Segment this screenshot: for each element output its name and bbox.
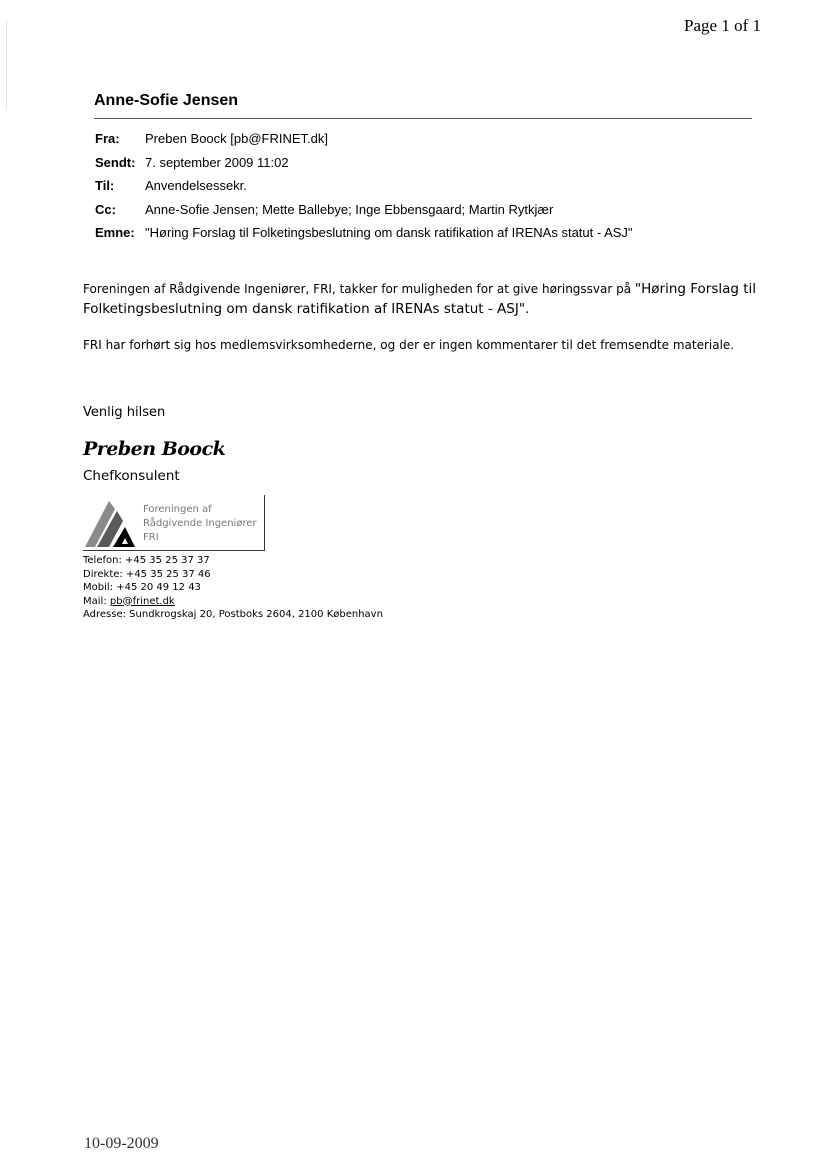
header-divider bbox=[94, 118, 752, 119]
greeting: Venlig hilsen bbox=[83, 405, 166, 420]
fri-logo bbox=[83, 495, 265, 551]
meta-row-to bbox=[95, 178, 633, 202]
meta-value: "Høring Forslag til Folketingsbeslutning om dansk ratifikation af IRENAs statut - ASJ" bbox=[145, 225, 633, 240]
footer-date: 10-09-2009 bbox=[84, 1135, 159, 1152]
meta-row-sent bbox=[95, 155, 633, 179]
meta-row-from bbox=[95, 131, 633, 155]
logo-line-2: Rådgivende Ingeniører bbox=[143, 518, 257, 529]
meta-value: Preben Boock [pb@FRINET.dk] bbox=[145, 131, 328, 146]
body-paragraph-1 bbox=[83, 279, 773, 319]
scan-edge-mark bbox=[6, 20, 7, 110]
meta-row-subject bbox=[95, 225, 633, 249]
fri-logo-mark-icon bbox=[83, 495, 143, 551]
logo-line-3: FRI bbox=[143, 532, 159, 543]
logo-border bbox=[264, 495, 265, 551]
contact-telefon: Telefon: +45 35 25 37 37 bbox=[83, 555, 210, 566]
meta-key: Fra: bbox=[95, 131, 120, 146]
fri-logo-text bbox=[143, 503, 257, 545]
logo-border bbox=[83, 550, 265, 551]
meta-key: Cc: bbox=[95, 201, 116, 217]
email-meta bbox=[95, 131, 633, 249]
job-title: Chefkonsulent bbox=[83, 468, 180, 484]
contact-mail-row bbox=[83, 595, 383, 609]
body-paragraph-1-text: Foreningen af Rådgivende Ingeniører, FRI, takker for muligheden for at give høringssvar på bbox=[83, 282, 635, 296]
meta-value: Anne-Sofie Jensen; Mette Ballebye; Inge Ebbensgaard; Martin Rytkjær bbox=[145, 201, 554, 217]
meta-row-cc bbox=[95, 202, 633, 226]
contact-direkte: Direkte: +45 35 25 37 46 bbox=[83, 568, 211, 580]
meta-key: Emne: bbox=[95, 225, 135, 240]
meta-value: 7. september 2009 11:02 bbox=[145, 154, 289, 170]
contact-mobil: Mobil: +45 20 49 12 43 bbox=[83, 582, 201, 593]
header-recipient-name: Anne-Sofie Jensen bbox=[94, 92, 239, 109]
meta-key: Sendt: bbox=[95, 154, 136, 170]
contact-block bbox=[83, 554, 383, 622]
logo-line-1: Foreningen af bbox=[143, 504, 212, 515]
contact-mail-label: Mail: bbox=[83, 595, 110, 607]
signature: Preben Boock bbox=[83, 438, 226, 460]
contact-mail-link[interactable]: pb@frinet.dk bbox=[109, 595, 175, 607]
contact-adresse: Adresse: Sundkrogskaj 20, Postboks 2604, 2100 København bbox=[83, 609, 383, 620]
meta-key: Til: bbox=[95, 178, 115, 193]
body-paragraph-1-quote: "Høring Forslag til Folketingsbeslutning om dansk ratifikation af IRENAs statut - ASJ". bbox=[83, 281, 757, 317]
page-number: Page 1 of 1 bbox=[684, 16, 761, 35]
body-paragraph-2: FRI har forhørt sig hos medlemsvirksomhederne, og der er ingen kommentarer til det fremsendte materiale. bbox=[83, 338, 735, 352]
meta-value: Anvendelsessekr. bbox=[145, 178, 247, 193]
